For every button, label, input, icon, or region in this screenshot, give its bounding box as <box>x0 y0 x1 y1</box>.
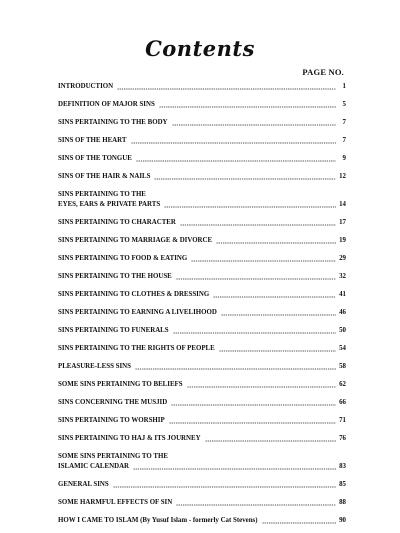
dot-leader <box>169 422 336 424</box>
toc-page-number: 14 <box>339 201 346 208</box>
toc-page-number: 62 <box>339 381 346 388</box>
toc-entry <box>58 398 346 408</box>
toc-page-number: 76 <box>339 435 346 442</box>
toc-entry-title: EYES, EARS & PRIVATE PARTS <box>58 201 161 208</box>
dot-leader <box>176 504 336 506</box>
dot-leader <box>213 296 336 298</box>
toc-page-number: 41 <box>339 291 346 298</box>
toc-entry <box>58 218 346 228</box>
toc-entry <box>58 100 346 110</box>
toc-page-number: 7 <box>342 137 346 144</box>
toc-page-number: 7 <box>342 119 346 126</box>
toc-entry-title: SINS PERTAINING TO CHARACTER <box>58 219 176 226</box>
toc-page-number: 46 <box>339 309 346 316</box>
toc-entry <box>58 498 346 508</box>
page-title: Contents <box>145 36 255 61</box>
toc-entry <box>58 344 346 354</box>
toc-entry <box>58 308 346 318</box>
dot-leader <box>131 142 337 144</box>
toc-entry-title: SINS PERTAINING TO EARNING A LIVELIHOOD <box>58 309 217 316</box>
toc-entry-title: HOW I CAME TO ISLAM (By Yusuf Islam - formerly Cat Stevens) <box>58 517 258 524</box>
toc-entry-title: SINS PERTAINING TO THE BODY <box>58 119 168 126</box>
toc-entry-title: SOME HARMFUL EFFECTS OF SIN <box>58 499 173 506</box>
toc-entry <box>58 254 346 264</box>
toc-entry-title: SINS PERTAINING TO FUNERALS <box>58 327 169 334</box>
dot-leader <box>159 106 336 108</box>
toc-entry-title: SINS OF THE TONGUE <box>58 155 132 162</box>
dot-leader <box>171 404 336 406</box>
toc-entry <box>58 362 346 372</box>
toc-entry <box>58 154 346 164</box>
toc-entry-title: GENERAL SINS <box>58 481 109 488</box>
dot-leader <box>133 468 336 470</box>
toc-entry <box>58 236 346 246</box>
toc-entry <box>58 416 346 426</box>
toc-entry <box>58 136 346 146</box>
toc-page-number: 90 <box>339 517 346 524</box>
dot-leader <box>262 522 336 524</box>
dot-leader <box>117 88 336 90</box>
page-number-header: PAGE NO. <box>302 67 344 77</box>
toc-page-number: 1 <box>342 83 346 90</box>
toc-entry-title: SOME SINS PERTAINING TO THE <box>58 453 168 460</box>
toc-entry <box>58 434 346 444</box>
dot-leader <box>154 178 336 180</box>
toc-entry <box>58 380 346 390</box>
toc-page-number: 58 <box>339 363 346 370</box>
toc-entry-title: SINS PERTAINING TO THE <box>58 191 146 198</box>
toc-entry <box>58 272 346 282</box>
dot-leader <box>113 486 336 488</box>
toc-entry <box>58 480 346 490</box>
toc-entry <box>58 82 346 92</box>
toc-entry-title: INTRODUCTION <box>58 83 114 90</box>
toc-entry-title: SINS OF THE HEART <box>58 137 127 144</box>
toc-page-number: 88 <box>339 499 346 506</box>
dot-leader <box>136 160 336 162</box>
toc-page-number: 12 <box>339 173 346 180</box>
dot-leader <box>205 440 336 442</box>
toc-page-number: 83 <box>339 463 346 470</box>
toc-entry-title: SINS PERTAINING TO WORSHIP <box>58 417 165 424</box>
dot-leader <box>164 206 336 208</box>
toc-entry-title: SINS PERTAINING TO MARRIAGE & DIVORCE <box>58 237 213 244</box>
toc-entry-title: SINS PERTAINING TO THE RIGHTS OF PEOPLE <box>58 345 215 352</box>
dot-leader <box>173 332 336 334</box>
toc-entry <box>58 172 346 182</box>
toc-page-number: 5 <box>342 101 346 108</box>
toc-entry-title: ISLAMIC CALENDAR <box>58 463 130 470</box>
toc-entry <box>58 290 346 300</box>
dot-leader <box>187 386 336 388</box>
toc-page-number: 9 <box>342 155 346 162</box>
toc-page-number: 32 <box>339 273 346 280</box>
toc-entry <box>58 190 346 210</box>
dot-leader <box>135 368 336 370</box>
dot-leader <box>219 350 336 352</box>
toc-entry-title: SINS OF THE HAIR & NAILS <box>58 173 151 180</box>
toc-page-number: 71 <box>339 417 346 424</box>
toc-page-number: 29 <box>339 255 346 262</box>
toc-entry-title: SINS PERTAINING TO HAJ & ITS JOURNEY <box>58 435 201 442</box>
toc-page-number: 54 <box>339 345 346 352</box>
toc-page-number: 85 <box>339 481 346 488</box>
toc-entry <box>58 118 346 128</box>
toc-page-number: 66 <box>339 399 346 406</box>
toc-page-number: 17 <box>339 219 346 226</box>
toc-entry-title: SINS CONCERNING THE MUSJID <box>58 399 168 406</box>
toc-entry <box>58 326 346 336</box>
toc-entry-title: DEFINITION OF MAJOR SINS <box>58 101 155 108</box>
toc-entry-title: SINS PERTAINING TO FOOD & EATING <box>58 255 188 262</box>
toc-entry-title: SINS PERTAINING TO CLOTHES & DRESSING <box>58 291 210 298</box>
toc-page-number: 19 <box>339 237 346 244</box>
toc-entry-title: SINS PERTAINING TO THE HOUSE <box>58 273 172 280</box>
toc-entry <box>58 452 346 472</box>
dot-leader <box>191 260 336 262</box>
toc-entry <box>58 516 346 526</box>
dot-leader <box>176 278 336 280</box>
dot-leader <box>216 242 336 244</box>
toc-page-number: 50 <box>339 327 346 334</box>
dot-leader <box>180 224 336 226</box>
dot-leader <box>172 124 336 126</box>
toc-entry-title: SOME SINS PERTAINING TO BELIEFS <box>58 381 183 388</box>
dot-leader <box>221 314 336 316</box>
toc-entry-title: PLEASURE-LESS SINS <box>58 363 131 370</box>
